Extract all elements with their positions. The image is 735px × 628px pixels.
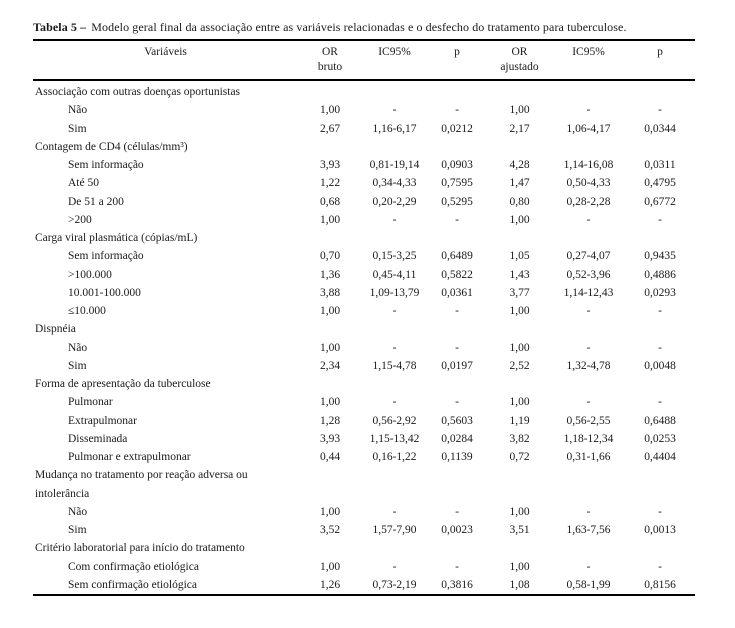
cell-value: 1,00 [319, 396, 341, 409]
cell-value [427, 138, 487, 156]
cell-value: 1,09-13,79 [369, 286, 420, 299]
cell-value: 1,36 [319, 268, 341, 281]
cell-value: 1,43 [509, 268, 530, 281]
cell-value: - [586, 560, 591, 573]
variable-label: >200 [68, 213, 92, 226]
cell-value [362, 539, 427, 557]
column-header-variaveis: Variáveis [33, 40, 298, 80]
cell-value [362, 466, 427, 503]
cell-value: 0,9435 [644, 250, 676, 263]
cell-value: 1,15-4,78 [372, 359, 417, 372]
cell-value: 0,5822 [441, 268, 473, 281]
variable-label: Pulmonar [68, 396, 113, 409]
variable-label: Não [68, 505, 88, 518]
section-row [33, 466, 695, 503]
cell-value [427, 80, 487, 101]
cell-value: 1,63-7,56 [566, 524, 611, 536]
cell-value: 1,00 [509, 396, 530, 409]
data-row [33, 430, 695, 448]
cell-value: 0,81-19,14 [369, 159, 420, 171]
header-row [33, 40, 695, 80]
cell-value: 0,80 [509, 195, 530, 208]
data-row [33, 247, 695, 265]
cell-value: 3,82 [509, 432, 530, 445]
data-row [33, 393, 695, 411]
cell-value: - [455, 396, 459, 409]
cell-value [552, 466, 625, 503]
cell-value: 0,0361 [441, 286, 473, 299]
cell-value [552, 539, 625, 557]
cell-value: 1,00 [509, 305, 530, 317]
variable-label: Com confirmação etiológica [68, 560, 199, 573]
cell-value: 0,4886 [644, 268, 676, 281]
cell-value: - [392, 305, 397, 317]
cell-value: 0,0344 [644, 122, 676, 135]
cell-value [298, 375, 362, 393]
data-row [33, 503, 695, 521]
cell-value [362, 80, 427, 101]
variable-label: Sem confirmação etiológica [68, 578, 198, 591]
cell-value: 0,4404 [644, 451, 676, 463]
cell-value: - [586, 104, 591, 117]
cell-value [427, 466, 487, 503]
cell-value: 3,88 [319, 286, 341, 299]
cell-value [298, 466, 362, 503]
data-row [33, 193, 695, 211]
cell-value: 0,15-3,25 [372, 250, 417, 263]
section-row [33, 539, 695, 557]
cell-value: 0,0253 [644, 432, 676, 445]
cell-value: 0,0293 [644, 286, 676, 299]
cell-value: - [586, 341, 591, 354]
variable-label: ≤10.000 [68, 305, 106, 317]
variable-label: Disseminada [68, 432, 128, 445]
cell-value [625, 539, 695, 557]
cell-value: 0,0048 [644, 359, 676, 372]
cell-value: 0,16-1,22 [372, 451, 417, 463]
cell-value: 0,0903 [441, 159, 473, 171]
cell-value [427, 229, 487, 247]
cell-value [298, 539, 362, 557]
column-header-p-bruto: p [427, 40, 487, 80]
variable-label: De 51 a 200 [68, 195, 124, 208]
cell-value: - [586, 213, 591, 226]
data-row [33, 120, 695, 138]
cell-value [625, 375, 695, 393]
cell-value: 0,6488 [644, 414, 676, 427]
cell-value: 1,14-12,43 [563, 286, 614, 299]
cell-value: 0,50-4,33 [566, 177, 611, 190]
cell-value [552, 138, 625, 156]
variable-label: >100.000 [68, 268, 112, 281]
cell-value [298, 80, 362, 101]
cell-value [362, 320, 427, 338]
cell-value: 1,00 [319, 341, 341, 354]
column-header-or-ajustado: OR ajustado [487, 40, 552, 80]
cell-value: 1,15-13,42 [369, 432, 420, 445]
cell-value: - [658, 104, 662, 117]
cell-value: 0,58-1,99 [566, 578, 611, 591]
cell-value: - [455, 104, 459, 117]
cell-value: 4,28 [509, 159, 530, 171]
cell-value: 1,00 [509, 560, 530, 573]
cell-value [298, 229, 362, 247]
cell-value: 1,14-16,08 [563, 159, 614, 171]
cell-value: - [658, 341, 662, 354]
cell-value: - [455, 505, 459, 518]
data-row [33, 156, 695, 174]
cell-value: 0,3816 [441, 578, 473, 591]
cell-value: 1,00 [509, 505, 530, 518]
cell-value: - [455, 341, 459, 354]
cell-value: 0,45-4,11 [372, 268, 417, 281]
cell-value: 0,0212 [441, 122, 473, 135]
cell-value: 2,52 [509, 359, 530, 372]
cell-value [552, 320, 625, 338]
cell-value: 0,72 [509, 451, 530, 463]
variable-label: Contagem de CD4 (células/mm³) [35, 140, 188, 153]
cell-value: - [658, 213, 662, 226]
table-body [33, 80, 695, 595]
cell-value: 0,1139 [441, 451, 473, 463]
cell-value: 2,67 [319, 122, 341, 135]
variable-label: Dispnéia [35, 323, 76, 336]
cell-value [487, 466, 552, 503]
cell-value: 1,19 [509, 414, 530, 427]
cell-value: 1,06-4,17 [566, 122, 611, 135]
cell-value: 3,51 [509, 524, 530, 536]
cell-value: - [586, 396, 591, 409]
cell-value: - [586, 505, 591, 518]
cell-value: 0,28-2,28 [566, 195, 611, 208]
cell-value: 1,08 [509, 578, 530, 591]
cell-value [362, 138, 427, 156]
variable-label: Sim [68, 524, 87, 536]
cell-value: 0,4795 [644, 177, 676, 190]
cell-value [427, 320, 487, 338]
variable-label: Extrapulmonar [68, 414, 137, 427]
table-header [33, 40, 695, 80]
cell-value [487, 229, 552, 247]
cell-value: - [392, 560, 397, 573]
cell-value: 0,8156 [644, 578, 676, 591]
data-row [33, 101, 695, 119]
cell-value: 0,5603 [441, 414, 473, 427]
cell-value: - [392, 505, 397, 518]
cell-value: 0,0284 [441, 432, 473, 445]
cell-value: - [658, 560, 662, 573]
section-row [33, 375, 695, 393]
variable-label: Forma de apresentação da tuberculose [35, 378, 211, 390]
cell-value: 1,00 [319, 104, 341, 117]
variable-label: Associação com outras doenças oportunistas [35, 86, 241, 98]
cell-value: 3,93 [319, 159, 341, 171]
cell-value: 1,00 [319, 213, 341, 226]
cell-value: 0,44 [319, 451, 341, 463]
data-row [33, 576, 695, 595]
data-row [33, 357, 695, 375]
cell-value [625, 466, 695, 503]
cell-value: 0,70 [319, 250, 341, 263]
cell-value: - [658, 305, 662, 317]
cell-value: 1,00 [509, 341, 530, 354]
cell-value: 0,20-2,29 [372, 195, 417, 208]
data-row [33, 448, 695, 466]
table-title [33, 20, 723, 35]
cell-value: - [658, 505, 662, 518]
cell-value [625, 320, 695, 338]
data-row [33, 558, 695, 576]
cell-value: 0,34-4,33 [372, 177, 417, 190]
cell-value: 0,56-2,92 [372, 414, 417, 427]
variable-label: Critério laboratorial para início do tratamento [35, 542, 245, 555]
cell-value [552, 229, 625, 247]
cell-value [362, 375, 427, 393]
variable-label: Pulmonar e extrapulmonar [68, 451, 191, 463]
cell-value [362, 229, 427, 247]
cell-value: - [392, 396, 397, 409]
cell-value [625, 138, 695, 156]
cell-value: 1,00 [319, 560, 341, 573]
cell-value: 0,7595 [441, 177, 473, 190]
cell-value [298, 138, 362, 156]
cell-value: 0,52-3,96 [566, 268, 611, 281]
variable-label: Não [68, 341, 88, 354]
section-row [33, 80, 695, 101]
variable-label: Sem informação [68, 159, 144, 171]
variable-label: 10.001-100.000 [68, 286, 141, 299]
cell-value: - [392, 213, 397, 226]
cell-value [487, 138, 552, 156]
cell-value: - [658, 396, 662, 409]
cell-value: - [455, 305, 459, 317]
cell-value: 1,57-7,90 [372, 524, 417, 536]
data-row [33, 412, 695, 430]
section-row [33, 320, 695, 338]
data-row [33, 302, 695, 320]
cell-value: 0,73-2,19 [372, 578, 417, 591]
cell-value [487, 539, 552, 557]
data-row [33, 174, 695, 192]
cell-value: 3,93 [319, 432, 341, 445]
column-header-p-ajustado: p [625, 40, 695, 80]
cell-value: 3,52 [319, 524, 341, 536]
variable-label: Sim [68, 359, 87, 372]
cell-value [487, 80, 552, 101]
cell-value: - [455, 560, 459, 573]
table-title-label: Tabela 5 – [33, 20, 87, 34]
cell-value [487, 320, 552, 338]
cell-value: 0,0023 [441, 524, 473, 536]
cell-value: 1,28 [319, 414, 341, 427]
cell-value: - [392, 104, 397, 117]
variable-label: Mudança no tratamento por reação adversa ou intolerância [35, 469, 248, 500]
cell-value: 0,5295 [441, 195, 473, 208]
variable-label: Sem informação [68, 250, 144, 263]
cell-value [427, 539, 487, 557]
cell-value: 2,17 [509, 122, 530, 135]
column-header-ic95-bruto: IC95% [362, 40, 427, 80]
cell-value: 1,00 [509, 213, 530, 226]
cell-value [427, 375, 487, 393]
cell-value: - [392, 341, 397, 354]
cell-value [552, 375, 625, 393]
data-row [33, 339, 695, 357]
cell-value: 0,31-1,66 [566, 451, 611, 463]
variable-label: Não [68, 104, 88, 117]
cell-value: 1,26 [319, 578, 341, 591]
cell-value: 0,56-2,55 [566, 414, 611, 427]
cell-value [625, 80, 695, 101]
cell-value: 1,47 [509, 177, 530, 190]
cell-value [552, 80, 625, 101]
cell-value: 0,27-4,07 [566, 250, 611, 263]
cell-value: 0,68 [319, 195, 341, 208]
cell-value: 0,6772 [644, 195, 676, 208]
cell-value: 0,0197 [441, 359, 473, 372]
section-row [33, 138, 695, 156]
data-row [33, 521, 695, 539]
variable-label: Até 50 [68, 177, 99, 190]
data-row [33, 284, 695, 302]
cell-value: 1,00 [319, 305, 341, 317]
variable-label: Carga viral plasmática (cópias/mL) [35, 232, 198, 244]
cell-value: 0,6489 [441, 250, 473, 263]
cell-value: 1,22 [319, 177, 341, 190]
column-header-ic95-ajustado: IC95% [552, 40, 625, 80]
variable-label: Sim [68, 122, 87, 135]
cell-value [625, 229, 695, 247]
column-header-or-bruto: OR bruto [298, 40, 362, 80]
cell-value: 1,00 [509, 104, 530, 117]
table-title-text: Modelo geral final da associação entre as variáveis relacionadas e o desfecho do tratamento para tuberculose. [91, 20, 627, 34]
cell-value: - [586, 305, 591, 317]
cell-value: 0,0311 [644, 159, 676, 171]
cell-value [487, 375, 552, 393]
data-row [33, 266, 695, 284]
cell-value: 1,32-4,78 [566, 359, 611, 372]
cell-value: 1,16-6,17 [372, 122, 417, 135]
cell-value: 3,77 [509, 286, 530, 299]
cell-value: 1,05 [509, 250, 530, 263]
cell-value: 2,34 [319, 359, 341, 372]
section-row [33, 229, 695, 247]
data-row [33, 211, 695, 229]
cell-value: - [455, 213, 459, 226]
results-table [33, 39, 695, 596]
cell-value: 1,00 [319, 505, 341, 518]
cell-value [298, 320, 362, 338]
cell-value: 1,18-12,34 [563, 432, 614, 445]
cell-value: 0,0013 [644, 524, 676, 536]
